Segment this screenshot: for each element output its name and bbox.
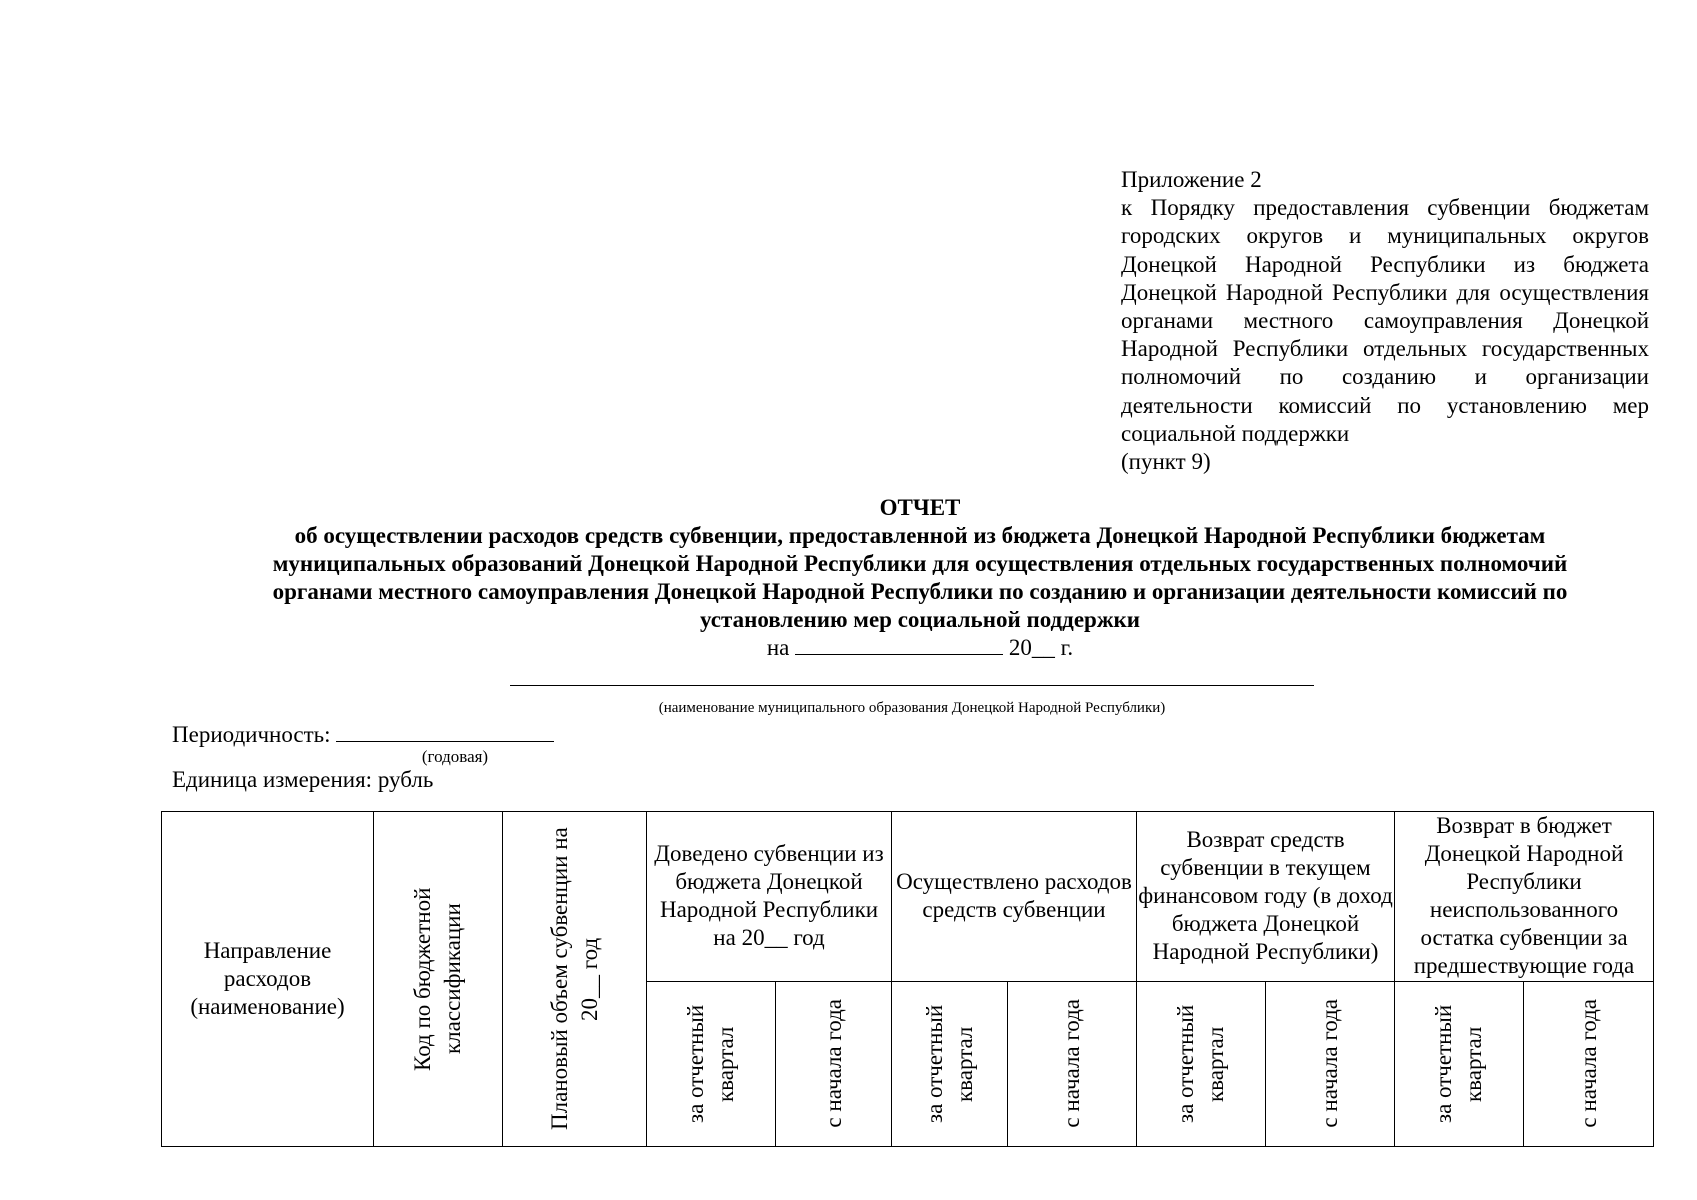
- report-date-line: [160, 634, 1680, 662]
- header-direction: Направление расходов (наименование): [162, 812, 374, 1147]
- appendix-point: (пункт 9): [1121, 449, 1211, 475]
- date-year: 20__: [1008, 635, 1055, 660]
- sub-header-quarter: [1395, 981, 1524, 1147]
- report-subtitle: об осуществлении расходов средств субвенции, предоставленной из бюджета Донецкой Народной Республики бюджетам муниципальных образований Донецкой Народной Республики для осуществления отдельных государственных полномочий органами местного самоуправления Донецкой Народной Республики по созданию и организации деятельности комиссий по установлению мер социальной поддержки: [272, 523, 1568, 632]
- sub-header-quarter: [647, 981, 776, 1147]
- header-plan: [503, 812, 647, 1147]
- report-table: [161, 811, 1654, 1147]
- header-group-returned-previous: Возврат в бюджет Донецкой Народной Республики неиспользованного остатка субвенции за предшествующие года: [1395, 812, 1654, 982]
- date-prefix: на: [766, 635, 790, 660]
- sub-header-year: [1266, 981, 1395, 1147]
- sub-header-year: [1524, 981, 1654, 1147]
- header-group-received: Доведено субвенции из бюджета Донецкой Народной Республики на 20__ год: [647, 812, 892, 982]
- sub-header-quarter-text: за отчетный квартал: [1431, 1004, 1487, 1123]
- sub-header-year: [776, 981, 892, 1147]
- appendix-title: Приложение 2: [1121, 167, 1262, 192]
- report-heading: [160, 494, 1680, 662]
- header-code: [374, 812, 503, 1147]
- appendix-body: к Порядку предоставления субвенции бюджетам городских округов и муниципальных округов Донецкой Народной Республики из бюджета Донецкой Народной Республики для осуществления органами местного самоуправления Донецкой Народной Республики отдельных государственных полномочий по созданию и организации деятельности комиссий по установлению мер социальной поддержки: [1121, 195, 1649, 446]
- org-name-caption: (наименование муниципального образования Донецкой Народной Республики): [658, 700, 1166, 716]
- sub-header-quarter-text: за отчетный квартал: [1173, 1004, 1229, 1123]
- report-title: ОТЧЕТ: [879, 495, 961, 520]
- date-blank[interactable]: [795, 634, 1003, 655]
- header-group-spent: Осуществлено расходов средств субвенции: [892, 812, 1137, 982]
- sub-header-year-text: с начала года: [820, 999, 846, 1129]
- sub-header-year-text: с начала года: [1059, 999, 1085, 1129]
- sub-header-year-text: с начала года: [1575, 999, 1601, 1129]
- header-group-returned-current: Возврат средств субвенции в текущем финансовом году (в доход бюджета Донецкой Народной Республики): [1137, 812, 1395, 982]
- sub-header-year: [1008, 981, 1137, 1147]
- unit-of-measure: Единица измерения: рубль: [172, 767, 434, 792]
- sub-header-quarter: [892, 981, 1008, 1147]
- sub-header-quarter-text: за отчетный квартал: [683, 1004, 738, 1123]
- sub-header-quarter: [1137, 981, 1266, 1147]
- sub-header-quarter-text: за отчетный квартал: [921, 1004, 977, 1123]
- org-name-line[interactable]: [510, 685, 1314, 686]
- periodicity-blank[interactable]: [336, 719, 554, 742]
- periodicity-label: Периодичность:: [172, 722, 331, 747]
- appendix-block: [1121, 166, 1649, 476]
- periodicity-line: [172, 719, 554, 748]
- header-plan-text: Плановый объем субвенции на 20__ год: [546, 827, 602, 1131]
- date-suffix: г.: [1060, 635, 1074, 660]
- periodicity-caption: (годовая): [421, 747, 489, 766]
- header-code-text: Код по бюджетной классификации: [410, 887, 465, 1071]
- sub-header-year-text: с начала года: [1317, 999, 1343, 1129]
